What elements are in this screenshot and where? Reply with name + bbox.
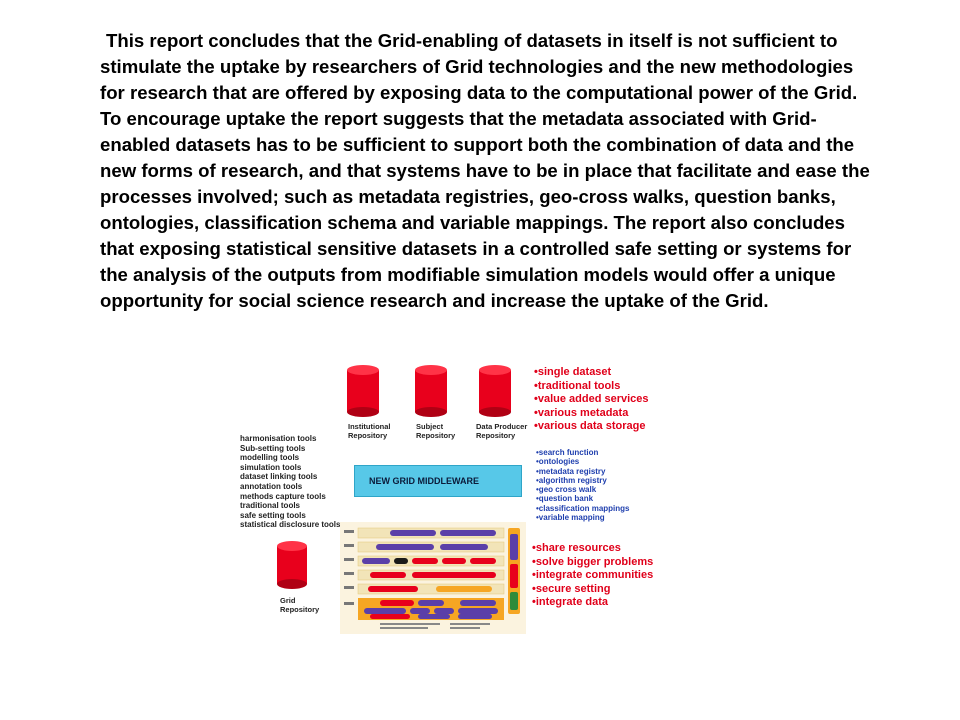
list-item: •ontologies — [536, 457, 580, 467]
list-item: harmonisation tools — [240, 434, 317, 443]
list-item: •single dataset — [534, 366, 612, 378]
list-item: •metadata registry — [536, 466, 606, 476]
list-item: Sub-setting tools — [240, 443, 306, 453]
grid-layer-architecture-graphic — [340, 522, 526, 634]
repository-features-list — [534, 366, 649, 434]
new-grid-middleware-box — [354, 465, 522, 497]
subject-repository-cylinder — [414, 364, 448, 418]
grid-benefits-list — [532, 542, 653, 610]
list-item: •integrate communities — [532, 569, 654, 582]
list-item: •integrate data — [532, 596, 608, 609]
data-producer-repository-label: Data Producer Repository — [476, 422, 528, 440]
list-item: •various data storage — [534, 420, 646, 433]
list-item: •various metadata — [534, 406, 629, 419]
list-item: •algorithm registry — [536, 475, 607, 485]
list-item: •share resources — [532, 542, 621, 554]
list-item: •classification mappings — [536, 503, 630, 513]
middleware-label: NEW GRID MIDDLEWARE — [369, 476, 479, 486]
list-item: modelling tools — [240, 453, 300, 463]
list-item: •variable mapping — [536, 513, 605, 523]
list-item: annotation tools — [240, 481, 303, 491]
list-item: methods capture tools — [240, 491, 326, 501]
grid-repository-label: Grid Repository — [280, 596, 320, 614]
list-item: simulation tools — [240, 462, 302, 472]
institutional-repository-cylinder — [346, 364, 380, 418]
list-item: •geo cross walk — [536, 485, 597, 495]
grid-architecture-diagram — [240, 362, 660, 632]
list-item: traditional tools — [240, 501, 300, 511]
list-item: •traditional tools — [534, 379, 621, 392]
middleware-features-list — [536, 448, 630, 522]
subject-repository-label: Subject Repository — [416, 422, 456, 440]
data-producer-repository-cylinder — [478, 364, 512, 418]
list-item: •value added services — [534, 393, 649, 406]
list-item: •solve bigger problems — [532, 555, 654, 568]
tools-list — [240, 434, 340, 530]
list-item: safe setting tools — [240, 510, 306, 520]
institutional-repository-label: Institutional Repository — [348, 422, 391, 440]
list-item: •secure setting — [532, 582, 611, 595]
list-item: •question bank — [536, 494, 594, 504]
list-item: statistical disclosure tools — [240, 520, 341, 530]
report-paragraph: This report concludes that the Grid-enabling of datasets in itself is not sufficient to stimulate the uptake by researchers of Grid technologies and the new methodologies for research that are offered by exposing data to the computational power of the Grid. To encourage uptake the report suggests that the metadata associated with Grid-enabled datasets has to be sufficient to support both the combination of data and the new forms of research, and that systems have to be in place that facilitate and ease the processes involved; such as metadata registries, geo-cross walks, question banks, ontologies, classification schema and variable mappings. The report also concludes that exposing statistical sensitive datasets in a controlled safe setting or systems for the analysis of the outputs from modifiable simulation models would offer a unique opportunity for social science research and increase the uptake of the Grid. — [100, 30, 870, 311]
grid-repository-cylinder — [276, 540, 308, 590]
list-item: •search function — [536, 448, 599, 457]
list-item: dataset linking tools — [240, 472, 318, 482]
